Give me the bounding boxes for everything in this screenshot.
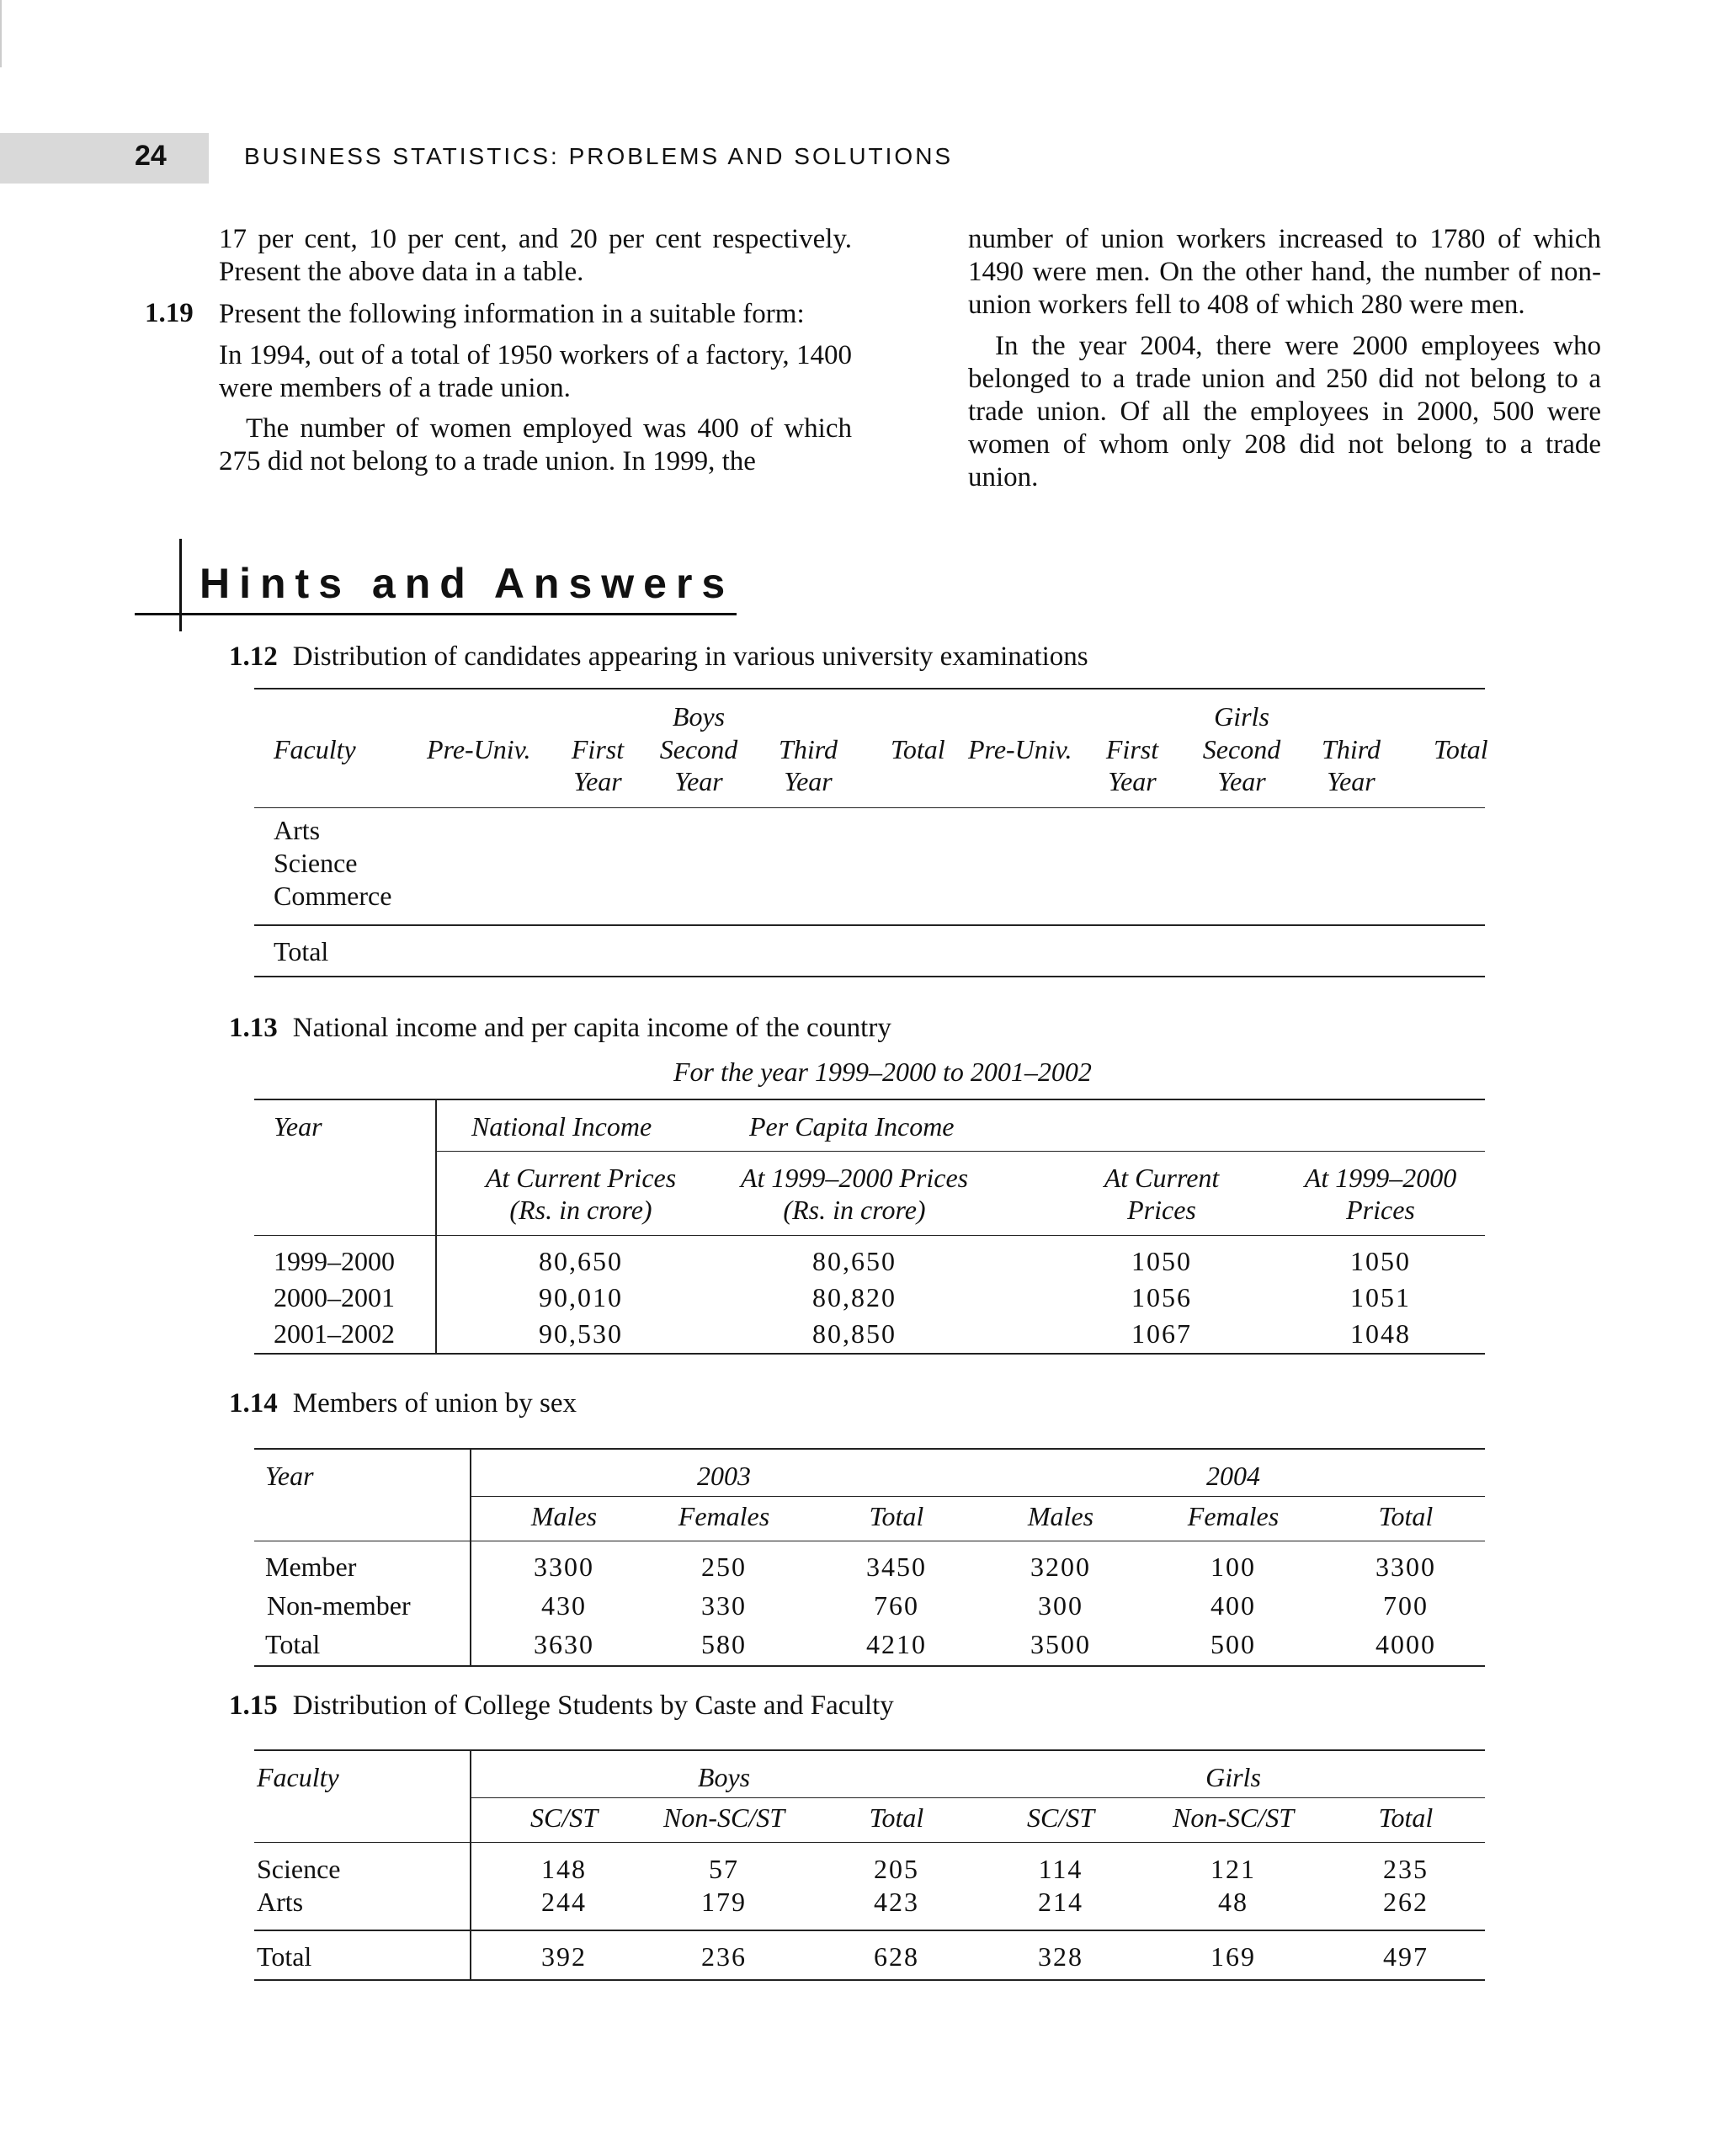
table-113-subheader-rule: [437, 1151, 1485, 1152]
table-112-col-boys-total: Total: [891, 734, 945, 764]
problem-118-continuation: 17 per cent, 10 per cent, and 20 per cent respectively. Present the above data in a table.: [219, 224, 852, 287]
table-113-title: National income and per capita income of the country: [292, 1013, 891, 1043]
table-114-number: 1.14: [229, 1388, 278, 1419]
table-114-cell: 760: [874, 1590, 919, 1621]
table-115-cell: 48: [1218, 1887, 1248, 1917]
table-114-cell: 3300: [534, 1552, 594, 1582]
table-115-stub-divider: [470, 1749, 471, 1979]
problem-119-paragraph-4: In the year 2004, there were 2000 employees who belonged to a trade union and 250 did not belong to a trade union. Of all the employees in 2000, 500 were women of whom only 208 did not belong to a trade union.: [968, 331, 1601, 492]
table-112-row-commerce: Commerce: [274, 881, 392, 911]
table-115-caption: [229, 1690, 894, 1722]
table-113-sub-pc-base-prices: Prices: [1346, 1195, 1415, 1225]
table-114-bottom-rule: [254, 1665, 1485, 1667]
table-114-caption: [229, 1388, 577, 1419]
table-115-cell: 328: [1038, 1941, 1083, 1972]
table-112-col-boys-second-year: Year: [674, 766, 723, 796]
table-113-caption: [229, 1013, 891, 1044]
table-112-number: 1.12: [229, 641, 278, 672]
table-112-col-girls-total: Total: [1434, 734, 1488, 764]
heading-horizontal-rule: [135, 613, 737, 615]
table-115-cell: 114: [1038, 1854, 1083, 1884]
table-113-cell: 1050: [1131, 1246, 1192, 1276]
table-115-col-girls-non-scst: Non-SC/ST: [1172, 1802, 1295, 1833]
table-112-col-boys-first-year: Year: [573, 766, 622, 796]
table-112-title: Distribution of candidates appearing in various university examinations: [292, 641, 1088, 672]
table-115-cell: 205: [874, 1854, 919, 1884]
table-115-col-boys-non-scst: Non-SC/ST: [662, 1802, 785, 1833]
table-112-col-boys-first: First: [571, 734, 625, 764]
table-114-col-males-2004: Males: [1027, 1501, 1094, 1531]
table-112-col-girls-third-year: Year: [1327, 766, 1375, 796]
table-115-cell: 497: [1383, 1941, 1429, 1972]
table-113-sub-pc-current: At Current: [1104, 1163, 1220, 1193]
table-113-sub-base-prices-unit: (Rs. in crore): [783, 1195, 926, 1225]
table-114-col-total-2004: Total: [1378, 1501, 1434, 1531]
table-115-number: 1.15: [229, 1690, 278, 1721]
table-114-cell: 580: [701, 1629, 747, 1659]
table-114-cell: 3630: [534, 1629, 594, 1659]
table-114-cell: 3200: [1030, 1552, 1091, 1582]
table-112-row-total: Total: [274, 936, 329, 966]
table-114-cell: 300: [1038, 1590, 1083, 1621]
problem-119-paragraph-3: number of union workers increased to 1780 of which 1490 were men. On the other hand, the number of non-union workers fell to 408 of which 280 were men.: [968, 224, 1601, 320]
table-112-top-rule: [254, 688, 1485, 689]
table-112-col-boys-preuniv: Pre-Univ.: [427, 734, 531, 764]
table-114-row-label: Total: [265, 1629, 321, 1659]
problem-119-paragraph-1: In 1994, out of a total of 1950 workers of a factory, 1400 were members of a trade union.: [219, 340, 852, 403]
table-114-group-2004: 2004: [1206, 1461, 1260, 1491]
table-114-cell: 3450: [866, 1552, 927, 1582]
table-114-cell: 430: [541, 1590, 587, 1621]
table-114-col-total-2003: Total: [869, 1501, 924, 1531]
table-114-row-label: Non-member: [267, 1590, 411, 1621]
table-114-col-males-2003: Males: [530, 1501, 598, 1531]
table-115-cell: 57: [709, 1854, 739, 1884]
table-115-group-boys: Boys: [697, 1762, 751, 1792]
table-115-col-girls-scst: SC/ST: [1026, 1802, 1095, 1833]
table-113-subcaption: For the year 1999–2000 to 2001–2002: [673, 1057, 1092, 1087]
table-113-row-year: 2000–2001: [274, 1282, 395, 1312]
table-112-girls-group: Girls: [1214, 701, 1269, 732]
table-114-cell: 3300: [1375, 1552, 1436, 1582]
table-113-sub-current-prices-unit: (Rs. in crore): [509, 1195, 652, 1225]
table-114-cell: 4210: [866, 1629, 927, 1659]
table-112-col-boys-second: Second: [659, 734, 738, 764]
table-114-top-rule: [254, 1448, 1485, 1450]
table-114-stub-divider: [470, 1448, 471, 1665]
table-115-bottom-rule: [254, 1979, 1485, 1981]
table-113-cell: 80,820: [812, 1282, 897, 1312]
table-112-col-girls-third: Third: [1322, 734, 1381, 764]
table-113-sub-base-prices: At 1999–2000 Prices: [740, 1163, 969, 1193]
table-115-row-total: Total: [257, 1941, 312, 1972]
table-114-cell: 250: [701, 1552, 747, 1582]
table-113-col-year: Year: [274, 1111, 322, 1142]
hints-heading: Hints and Answers: [200, 560, 735, 607]
table-115-cell: 262: [1383, 1887, 1429, 1917]
table-112-row-arts: Arts: [274, 815, 321, 845]
table-112-header-rule: [254, 807, 1485, 808]
table-112-col-girls-first-year: Year: [1108, 766, 1157, 796]
table-114-cell: 4000: [1375, 1629, 1436, 1659]
page-number: 24: [135, 140, 167, 172]
table-114-row-label: Member: [265, 1552, 357, 1582]
table-112-col-boys-third: Third: [779, 734, 838, 764]
table-114-title: Members of union by sex: [292, 1388, 577, 1419]
table-114-cell: 700: [1383, 1590, 1429, 1621]
table-115-title: Distribution of College Students by Caste and Faculty: [292, 1690, 894, 1721]
table-113-cell: 1056: [1131, 1282, 1192, 1312]
table-113-cell: 90,530: [539, 1318, 623, 1349]
table-114-cell: 3500: [1030, 1629, 1091, 1659]
table-112-col-girls-first: First: [1105, 734, 1159, 764]
table-115-col-girls-total: Total: [1378, 1802, 1434, 1833]
table-113-header-rule: [254, 1235, 1485, 1236]
table-115-group-girls: Girls: [1205, 1762, 1261, 1792]
heading-vertical-rule: [179, 539, 182, 631]
table-112-caption: [229, 641, 1088, 673]
table-115-row-label: Science: [257, 1854, 341, 1884]
table-115-top-rule: [254, 1749, 1485, 1751]
table-115-cell: 179: [701, 1887, 747, 1917]
table-115-cell: 121: [1211, 1854, 1256, 1884]
table-112-row-science: Science: [274, 848, 358, 878]
table-113-stub-divider: [435, 1099, 437, 1353]
table-115-cell: 169: [1211, 1941, 1256, 1972]
table-113-cell: 80,650: [812, 1246, 897, 1276]
table-112-bottom-rule: [254, 976, 1485, 977]
table-115-col-faculty: Faculty: [257, 1762, 339, 1792]
table-115-total-rule: [254, 1930, 1485, 1931]
table-114-group-2003: 2003: [697, 1461, 751, 1491]
table-113-cell: 80,650: [539, 1246, 623, 1276]
table-114-col-year: Year: [265, 1461, 314, 1491]
table-115-row-label: Arts: [257, 1887, 304, 1917]
table-113-cell: 1051: [1350, 1282, 1411, 1312]
problem-119-paragraph-2: The number of women employed was 400 of which 275 did not belong to a trade union. In 1999, the: [219, 413, 852, 476]
table-113-sub-current-prices: At Current Prices: [485, 1163, 677, 1193]
table-115-col-boys-scst: SC/ST: [529, 1802, 599, 1833]
table-113-bottom-rule: [254, 1353, 1485, 1355]
table-112-col-girls-second-year: Year: [1217, 766, 1266, 796]
table-115-col-boys-total: Total: [869, 1802, 924, 1833]
table-113-col-national-income: National Income: [471, 1111, 652, 1142]
page-number-tab: [0, 133, 209, 184]
table-114-col-females-2004: Females: [1187, 1501, 1280, 1531]
table-114-cell: 500: [1211, 1629, 1256, 1659]
table-112-col-girls-second: Second: [1202, 734, 1281, 764]
table-113-cell: 1050: [1350, 1246, 1411, 1276]
table-113-col-per-capita-income: Per Capita Income: [749, 1111, 955, 1142]
table-113-number: 1.13: [229, 1013, 278, 1043]
table-112-boys-group: Boys: [672, 701, 726, 732]
table-114-group-rule: [471, 1496, 1485, 1497]
table-113-row-year: 1999–2000: [274, 1246, 395, 1276]
table-115-cell: 236: [701, 1941, 747, 1972]
table-114-col-females-2003: Females: [678, 1501, 770, 1531]
table-113-cell: 90,010: [539, 1282, 623, 1312]
problem-119-number: 1.19: [145, 298, 194, 328]
table-113-cell: 1067: [1131, 1318, 1192, 1349]
table-115-cell: 244: [541, 1887, 587, 1917]
table-112-total-rule: [254, 924, 1485, 926]
table-112-col-faculty: Faculty: [274, 734, 356, 764]
table-115-cell: 148: [541, 1854, 587, 1884]
table-115-cell: 423: [874, 1887, 919, 1917]
table-113-cell: 1048: [1350, 1318, 1411, 1349]
table-114-cell: 400: [1211, 1590, 1256, 1621]
table-114-cell: 330: [701, 1590, 747, 1621]
table-113-top-rule: [254, 1099, 1485, 1100]
table-115-group-rule: [471, 1797, 1485, 1798]
page-edge-mark: [0, 0, 2, 67]
table-115-cell: 214: [1038, 1887, 1083, 1917]
table-113-sub-pc-current-prices: Prices: [1127, 1195, 1196, 1225]
table-112-col-boys-third-year: Year: [784, 766, 833, 796]
running-title: BUSINESS STATISTICS: PROBLEMS AND SOLUTIONS: [244, 143, 954, 169]
table-113-sub-pc-base: At 1999–2000: [1304, 1163, 1457, 1193]
table-113-row-year: 2001–2002: [274, 1318, 395, 1349]
table-114-cell: 100: [1211, 1552, 1256, 1582]
problem-119-intro: Present the following information in a suitable form:: [219, 299, 805, 329]
table-113-cell: 80,850: [812, 1318, 897, 1349]
table-115-cell: 392: [541, 1941, 587, 1972]
table-112-col-girls-preuniv: Pre-Univ.: [968, 734, 1072, 764]
table-115-header-rule: [254, 1842, 1485, 1843]
table-115-cell: 628: [874, 1941, 919, 1972]
table-115-cell: 235: [1383, 1854, 1429, 1884]
